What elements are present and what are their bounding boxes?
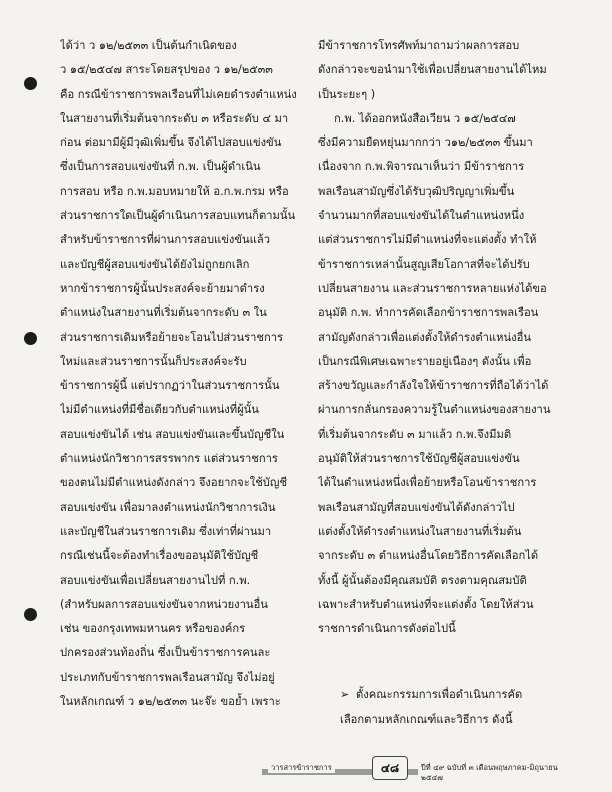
text-line: สร้างขวัญและกำลังใจให้ข้าราชการที่ถือได้ว่าได้ <box>318 379 549 393</box>
text-line: ผ่านการกลั่นกรองความรู้ในตำแหน่งของสายงาน <box>318 403 551 417</box>
text-line: พลเรือนสามัญซึ่งได้รับวุฒิปริญญาเพิ่มขึ้น <box>318 184 515 198</box>
arrow-bullet-icon: ➢ <box>340 688 350 702</box>
binder-hole <box>24 332 37 345</box>
text-line: และบัญชีผู้สอบแข่งขันได้ยังไม่ถูกยกเลิก <box>60 257 250 271</box>
text-line: เฉพาะสำหรับตำแหน่งที่จะแต่งตั้ง โดยให้ส่วน <box>318 597 534 611</box>
text-line: สำหรับข้าราชการที่ผ่านการสอบแข่งขันแล้ว <box>60 233 271 247</box>
text-line: พลเรือนสามัญที่สอบแข่งขันได้ดังกล่าวไป <box>318 500 515 514</box>
text-line: ได้ในตำแหน่งหนึ่งเพื่อย้ายหรือโอนข้าราชการ <box>318 476 537 490</box>
text-line: ได้ว่า ว ๑๒/๒๕๓๓ เป็นต้นกำเนิดของ <box>60 39 237 52</box>
right-column-continuation <box>318 34 570 107</box>
right-column <box>318 34 570 732</box>
text-line: ข้าราชการผู้นี้ แต่ปรากฏว่าในส่วนราชการนั้น <box>60 379 280 393</box>
page-number: ๔๘ <box>372 756 408 780</box>
text-line: แต่งตั้งให้ดำรงตำแหน่งในสายงานที่เริ่มต้น <box>318 524 522 538</box>
text-line: ที่เริ่มต้นจากระดับ ๓ มาแล้ว ก.พ.จึงมีมติ <box>318 427 512 441</box>
journal-name: วารสารข้าราชการ <box>268 763 335 773</box>
text-line: มีข้าราชการโทรศัพท์มาถามว่าผลการสอบ <box>318 39 520 52</box>
text-line: คือ กรณีข้าราชการพลเรือนที่ไม่เคยดำรงตำแหน่ง <box>60 87 297 101</box>
text-line: ก่อน ต่อมามีผู้มีวุฒิเพิ่มขึ้น จึงได้ไปสอบแข่งขัน <box>60 136 282 150</box>
paragraph-first-line: ก.พ. ได้ออกหนังสือเวียน ว ๑๕/๒๕๔๗ <box>334 111 516 125</box>
text-line: ว ๑๕/๒๕๔๗ สาระโดยสรุปของ ว ๑๒/๒๕๓๓ <box>60 63 273 77</box>
text-line: ส่วนราชการเดิมหรือย้ายจะโอนไปส่วนราชการ <box>60 330 284 344</box>
bullet-text-continued: เลือกตามหลักเกณฑ์และวิธีการ ดังนี้ <box>340 712 513 726</box>
text-line: ในหลักเกณฑ์ ว ๑๒/๒๕๓๓ นะจ๊ะ ขอย้ำ เพราะ <box>60 695 281 709</box>
text-line: ดังกล่าวจะขอนำมาใช้เพื่อเปลี่ยนสายงานได้ไหม <box>318 63 547 77</box>
text-line: ราชการดำเนินการดังต่อไปนี้ <box>318 622 456 636</box>
text-line: (สำหรับผลการสอบแข่งขันจากหน่วยงานอื่น <box>60 597 268 611</box>
text-line: เช่น ของกรุงเทพมหานคร หรือของค์กร <box>60 622 246 636</box>
right-paragraph <box>318 131 570 641</box>
text-line: แต่ส่วนราชการไม่มีตำแหน่งที่จะแต่งตั้ง ทำให้ <box>318 233 537 247</box>
bullet-text: ตั้งคณะกรรมการเพื่อดำเนินการคัด <box>356 688 523 702</box>
text-line: เนื่องจาก ก.พ.พิจารณาเห็นว่า มีข้าราชการ <box>318 160 525 174</box>
left-column <box>60 34 312 714</box>
text-line: ปกครองส่วนท้องถิ่น ซึ่งเป็นข้าราชการคนละ <box>60 646 271 660</box>
text-line: เปลี่ยนสายงาน และส่วนราชการหลายแห่งได้ขอ <box>318 281 547 295</box>
text-line: การสอบ หรือ ก.พ.มอบหมายให้ อ.ก.พ.กรม หรือ <box>60 184 289 198</box>
binder-hole <box>24 608 37 621</box>
text-line: ทั้งนี้ ผู้นั้นต้องมีคุณสมบัติ ตรงตามคุณสมบัติ <box>318 573 527 587</box>
text-line: เป็นระยะๆ ) <box>318 87 376 101</box>
issue-info: ปีที่ ๔๙ ฉบับที่ ๓ เดือนพฤษภาคม-มิถุนายน ๒๕๔๗ <box>418 763 582 783</box>
text-line: สอบแข่งขัน เพื่อมาลงตำแหน่งนักวิชาการเงิน <box>60 500 276 514</box>
text-line: และบัญชีในส่วนราชการเดิม ซึ่งเท่าที่ผ่านมา <box>60 524 272 538</box>
text-line: ข้าราชการเหล่านั้นสูญเสียโอกาสที่จะได้ปรับ <box>318 257 530 271</box>
text-line: ซึ่งมีความยืดหยุ่นมากกว่า ว๑๒/๒๕๓๓ ขึ้นมา <box>318 136 533 150</box>
text-line: สอบแข่งขันได้ เช่น สอบแข่งขันและขึ้นบัญชีใน <box>60 427 285 441</box>
text-line: ในสายงานที่เริ่มต้นจากระดับ ๓ หรือระดับ ๔ มา <box>60 111 289 125</box>
page-footer <box>262 760 582 780</box>
text-line: หากข้าราชการผู้นั้นประสงค์จะย้ายมาดำรง <box>60 281 265 295</box>
text-line: ของตนไม่มีตำแหน่งดังกล่าว จึงอยากจะใช้บัญชี <box>60 476 288 490</box>
text-line: ไม่มีตำแหน่งที่มีชื่อเดียวกับตำแหน่งที่ผู้นั้น <box>60 403 259 417</box>
bullet-item <box>318 683 570 707</box>
binder-hole <box>24 77 37 90</box>
text-line: อนุมัติ ก.พ. ทำการคัดเลือกข้าราชการพลเรือน <box>318 306 539 320</box>
text-line: จำนวนมากที่สอบแข่งขันได้ในตำแหน่งหนึ่ง <box>318 209 525 223</box>
text-line: อนุมัติให้ส่วนราชการใช้บัญชีผู้สอบแข่งขัน <box>318 452 520 466</box>
text-line: ส่วนราชการใดเป็นผู้ดำเนินการสอบแทนก็ตามนั้น <box>60 209 296 223</box>
text-line: เป็นกรณีพิเศษเฉพาะรายอยู่เนืองๆ ดังนั้น เพื่อ <box>318 354 532 368</box>
text-line: สอบแข่งขันเพื่อเปลี่ยนสายงานไปที่ ก.พ. <box>60 573 251 587</box>
text-line: สามัญดังกล่าวเพื่อแต่งตั้งให้ดำรงตำแหน่งอื่น <box>318 330 531 344</box>
text-line: ใหม่และส่วนราชการนั้นก็ประสงค์จะรับ <box>60 354 247 368</box>
text-line: ซึ่งเป็นการสอบแข่งขันที่ ก.พ. เป็นผู้ดำเนิน <box>60 160 261 174</box>
text-line: ตำแหน่งในสายงานที่เริ่มต้นจากระดับ ๓ ใน <box>60 306 267 320</box>
text-line: จากระดับ ๓ ตำแหน่งอื่นโดยวิธีการคัดเลือกได้ <box>318 549 539 563</box>
text-line: กรณีเช่นนี้จะต้องทำเรื่องขออนุมัติใช้บัญชี <box>60 549 259 563</box>
text-line: ประเภทกับข้าราชการพลเรือนสามัญ จึงไม่อยู่ <box>60 670 275 684</box>
text-line: ตำแหน่งนักวิชาการสรรพากร แต่ส่วนราชการ <box>60 452 278 466</box>
